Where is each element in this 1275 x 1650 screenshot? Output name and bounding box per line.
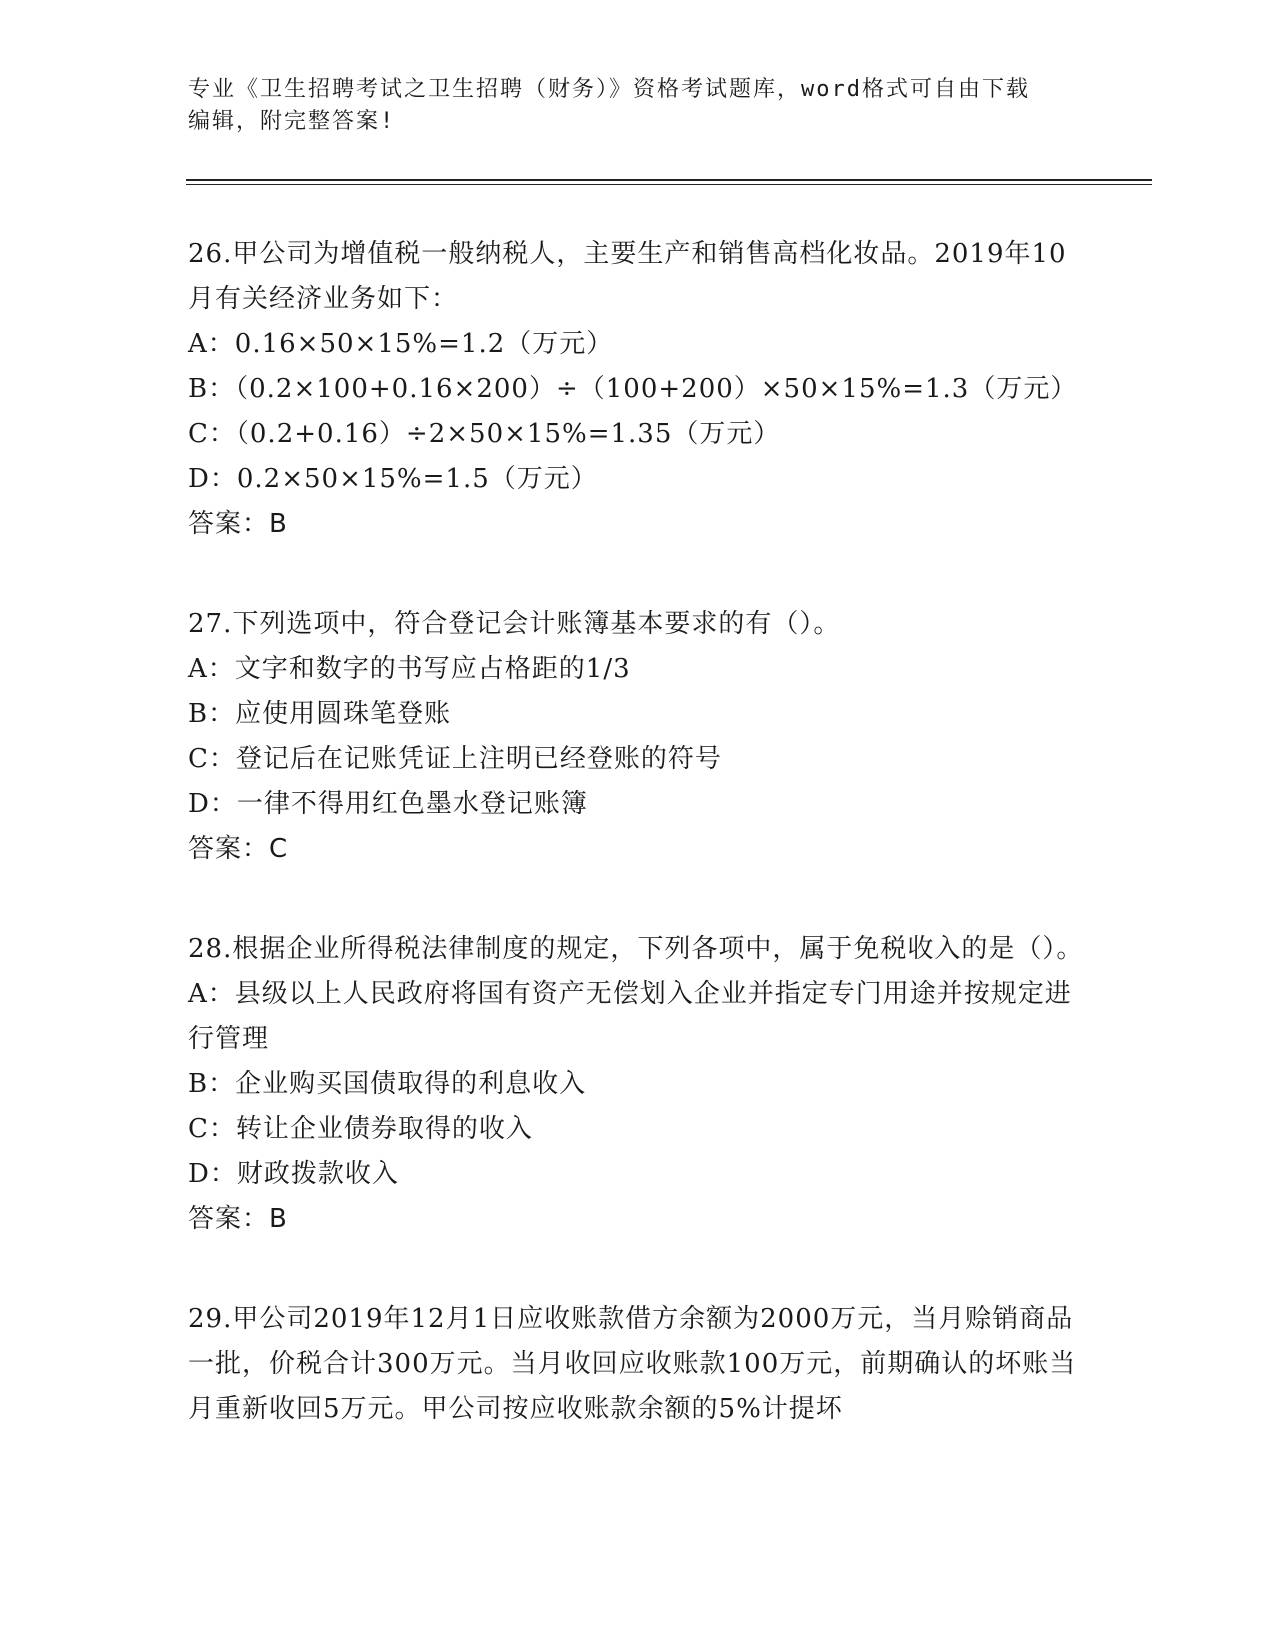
option-c: C：（0.2+0.16）÷2×50×15%=1.35（万元） xyxy=(188,419,781,449)
option-d: D：一律不得用红色墨水登记账簿 xyxy=(188,789,588,819)
answer-label: 答案：B xyxy=(188,1204,288,1234)
question-28 xyxy=(188,927,1088,1242)
option-a: A：县级以上人民政府将国有资产无偿划入企业并指定专门用途并按规定进行管理 xyxy=(188,979,1072,1054)
question-list xyxy=(188,232,1088,1487)
question-27 xyxy=(188,602,1088,872)
option-b: B：（0.2×100+0.16×200）÷（100+200）×50×15%=1.3（万元） xyxy=(188,374,1078,404)
header-divider-thick xyxy=(186,179,1152,181)
header-line-2: 编辑，附完整答案! xyxy=(188,109,396,134)
question-stem: 27.下列选项中，符合登记会计账簿基本要求的有（）。 xyxy=(188,609,841,639)
question-29 xyxy=(188,1297,1088,1432)
header-divider-thin xyxy=(186,184,1152,185)
question-stem: 26.甲公司为增值税一般纳税人，主要生产和销售高档化妆品。2019年10月有关经济业务如下： xyxy=(188,239,1067,314)
header-line-1: 专业《卫生招聘考试之卫生招聘（财务）》资格考试题库，word格式可自由下载 xyxy=(188,77,1030,102)
question-stem: 28.根据企业所得税法律制度的规定，下列各项中，属于免税收入的是（）。 xyxy=(188,934,1084,964)
option-c: C：转让企业债券取得的收入 xyxy=(188,1114,533,1144)
option-d: D：财政拨款收入 xyxy=(188,1159,399,1189)
option-a: A：0.16×50×15%=1.2（万元） xyxy=(188,329,614,359)
option-b: B：企业购买国债取得的利息收入 xyxy=(188,1069,587,1099)
option-c: C：登记后在记账凭证上注明已经登账的符号 xyxy=(188,744,722,774)
option-b: B：应使用圆珠笔登账 xyxy=(188,699,452,729)
document-header xyxy=(188,74,1068,138)
question-stem: 29.甲公司2019年12月1日应收账款借方余额为2000万元，当月赊销商品一批，价税合计300万元。当月收回应收账款100万元，前期确认的坏账当月重新收回5万元。甲公司按应收账款余额的5%计提坏 xyxy=(188,1304,1077,1424)
option-a: A：文字和数字的书写应占格距的1/3 xyxy=(188,654,631,684)
option-d: D：0.2×50×15%=1.5（万元） xyxy=(188,464,598,494)
question-26 xyxy=(188,232,1088,547)
answer-label: 答案：C xyxy=(188,834,289,864)
answer-label: 答案：B xyxy=(188,509,288,539)
